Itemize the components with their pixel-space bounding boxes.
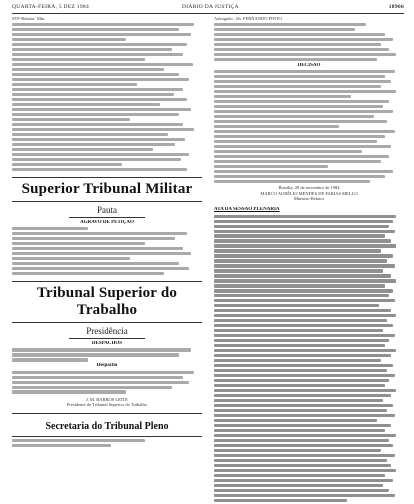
left-column (12, 16, 202, 449)
secretaria-text-block (12, 439, 202, 447)
secretaria-box (12, 413, 202, 437)
header-date: QUARTA-FEIRA, 5 DEZ 1984 (12, 4, 90, 10)
tst-signature-role: Presidente do Tribunal Superior do Trabalho (66, 402, 148, 408)
left-top-label: STF-Relator: Min. (12, 16, 46, 21)
tst-rule-bottom (12, 322, 202, 323)
right-column (214, 16, 404, 504)
tst-text-block-2 (12, 371, 202, 394)
tst-title: Tribunal Superior do Trabalho (36, 285, 178, 319)
stm-text-block (12, 227, 202, 275)
right-section-heading: ATA DA SESSÃO PLENÁRIA (214, 207, 280, 213)
header-journal: DIÁRIO DA JUSTIÇA (182, 4, 239, 10)
left-text-block-1 (12, 23, 202, 171)
right-signature-name: MARCO AURÉLIO MENDES DE FARIAS MELLO (260, 190, 358, 196)
tst-item: DESPACHOS (91, 341, 123, 347)
page-header (12, 4, 404, 13)
right-advogado-line: Advogado : Dr. FERNANDO PINTO (214, 16, 282, 21)
stm-rule-bottom (12, 201, 202, 202)
secretaria-title: Secretaria do Tribunal Pleno (45, 421, 169, 433)
tst-sub-rule (69, 338, 145, 339)
header-rule (12, 13, 404, 14)
stm-subtitle: Pauta (97, 204, 117, 215)
tst-signature-name: J. M. BARROS LEITE (86, 396, 128, 402)
stm-line: AGRAVO DE PETIÇÃO (80, 219, 134, 225)
tst-despacho: Despacho (96, 363, 118, 369)
stm-rule-top (12, 177, 202, 178)
right-text-block-2 (214, 70, 404, 183)
stm-sub-rule (69, 217, 145, 218)
right-signature-city: Brasília, 28 de novembro de 1984 (278, 185, 340, 191)
header-page-number: 18966 (388, 4, 404, 10)
right-decision-heading: DECISÃO (297, 63, 321, 69)
tst-text-block-1 (12, 348, 202, 361)
tst-rule-top (12, 281, 202, 282)
tst-subtitle: Presidência (86, 326, 128, 337)
right-signature-role: Ministro-Relator (293, 195, 325, 201)
stm-title: Superior Tribunal Militar (21, 180, 193, 197)
right-text-block-1 (214, 23, 404, 61)
right-text-block-3 (214, 215, 404, 502)
